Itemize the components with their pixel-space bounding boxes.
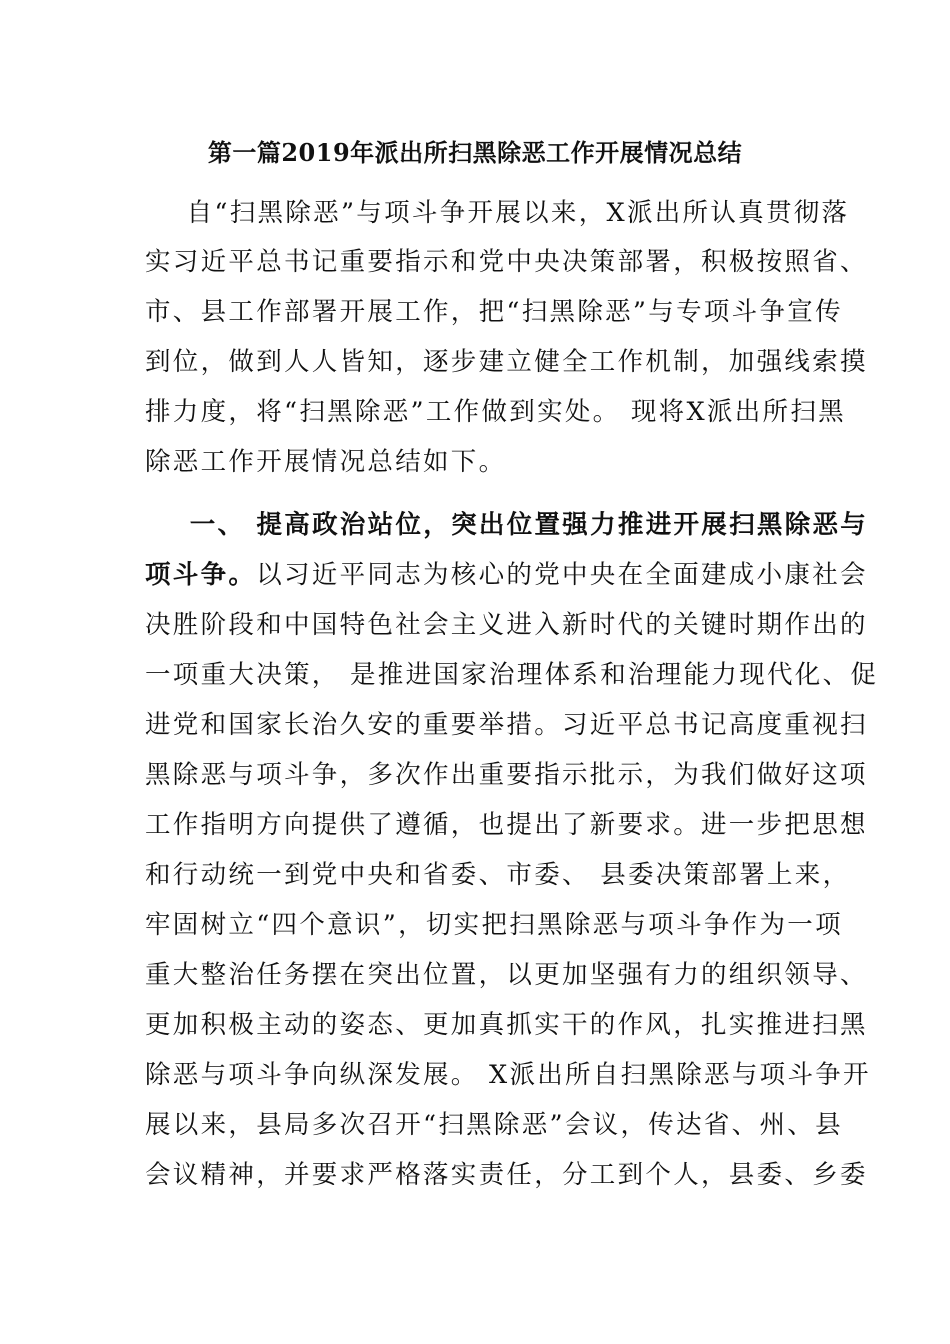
paragraph-line: 黑除恶与项斗争，多次作出重要指示批示，为我们做好这项	[145, 760, 868, 790]
document-title: 第一篇2019年派出所扫黑除恶工作开展情况总结	[207, 138, 743, 167]
paragraph-line: 除恶工作开展情况总结如下。	[145, 447, 507, 477]
paragraph-line: 市、县工作部署开展工作，把“扫黑除恶”与专项斗争宣传	[145, 297, 843, 327]
paragraph-line-text: 以习近平同志为核心的党中央在全面建成小康社会	[256, 560, 868, 590]
paragraph-line: 决胜阶段和中国特色社会主义进入新时代的关键时期作出的	[145, 610, 868, 640]
paragraph-line: 和行动统一到党中央和省委、市委、 县委决策部署上来，	[145, 860, 851, 890]
paragraph-line: 重大整治任务摆在突出位置，以更加坚强有力的组织领导、	[145, 960, 868, 990]
paragraph-line: 展以来，县局多次召开“扫黑除恶”会议，传达省、州、县	[145, 1110, 843, 1140]
paragraph-line: 实习近平总书记重要指示和党中央决策部署，积极按照省、	[145, 247, 868, 277]
paragraph-line: 到位，做到人人皆知，逐步建立健全工作机制，加强线索摸	[145, 347, 868, 377]
paragraph-line: 工作指明方向提供了遵循，也提出了新要求。进一步把思想	[145, 810, 868, 840]
paragraph-line: 进党和国家长治久安的重要举措。习近平总书记高度重视扫	[145, 710, 868, 740]
paragraph-line: 一项重大决策， 是推进国家治理体系和治理能力现代化、促	[145, 660, 879, 690]
section-heading-end: 项斗争。	[145, 560, 257, 590]
paragraph-line: 除恶与项斗争向纵深发展。 X派出所自扫黑除恶与项斗争开	[145, 1060, 871, 1090]
section-heading-line: 一、 提高政治站位，突出位置强力推进开展扫黑除恶与	[145, 510, 869, 540]
paragraph-line: 自“扫黑除恶”与项斗争开展以来，X派出所认真贯彻落	[145, 198, 850, 228]
paragraph-line: 会议精神，并要求严格落实责任，分工到个人，县委、乡委	[145, 1160, 868, 1190]
paragraph-line: 排力度，将“扫黑除恶”工作做到实处。 现将X派出所扫黑	[145, 397, 846, 427]
paragraph-line	[145, 558, 868, 592]
paragraph-line: 更加积极主动的姿态、更加真抓实干的作风，扎实推进扫黑	[145, 1010, 868, 1040]
paragraph-line: 牢固树立“四个意识”，切实把扫黑除恶与项斗争作为一项	[145, 910, 843, 940]
